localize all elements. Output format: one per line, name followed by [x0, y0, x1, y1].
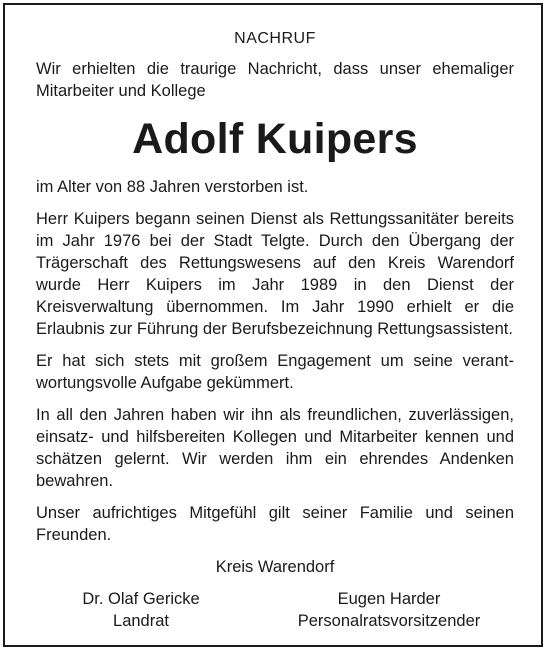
paragraph-engagement: Er hat sich stets mit großem Engagement um seine verantwortungsvolle Aufgabe gekümmert. — [36, 352, 514, 392]
paragraph-remembrance: In all den Jahren haben wir ihn als freundlichen, zuverlässigen, einsatz- und hilfsbereiten Kollegen und Mitarbeiter kennen und schätzen gelernt. Wir werden ihm ein ehrendes Andenken bewahren. — [36, 406, 514, 490]
deceased-name: Adolf Kuipers — [132, 115, 418, 163]
signer-name: Dr. Olaf Gericke — [82, 590, 200, 608]
signer-left — [36, 588, 246, 632]
signer-name: Eugen Harder — [337, 590, 441, 608]
paragraph-career: Herr Kuipers begann seinen Dienst als Rettungssanitäter bereits im Jahr 1976 bei der Stadt Telgte. Durch den Übergang der Trägerschaft des Rettungswesens auf den Kreis Warendorf wurde Herr Kuipers im Jahr 1989 in den Dienst der Kreisverwaltung übernommen. Im Jahr 1990 erhielt er die Erlaubnis zur Führung der Berufsbezeichnung Rettungsassistent. — [36, 210, 514, 338]
signer-right — [264, 588, 514, 632]
intro-text: Wir erhielten die traurige Nachricht, dass unser ehemaliger Mitarbeiter und Kollege — [36, 60, 514, 100]
age-line: im Alter von 88 Jahren verstorben ist. — [36, 178, 309, 196]
paragraph-condolence: Unser aufrichtiges Mitgefühl gilt seiner Familie und seinen Freunden. — [36, 504, 514, 544]
signer-title: Landrat — [113, 612, 169, 630]
organization-name: Kreis Warendorf — [215, 558, 335, 576]
signer-title: Personalratsvorsitzender — [297, 612, 481, 630]
notice-heading: NACHRUF — [234, 30, 316, 47]
obituary-notice — [36, 28, 514, 632]
signers — [36, 588, 514, 632]
